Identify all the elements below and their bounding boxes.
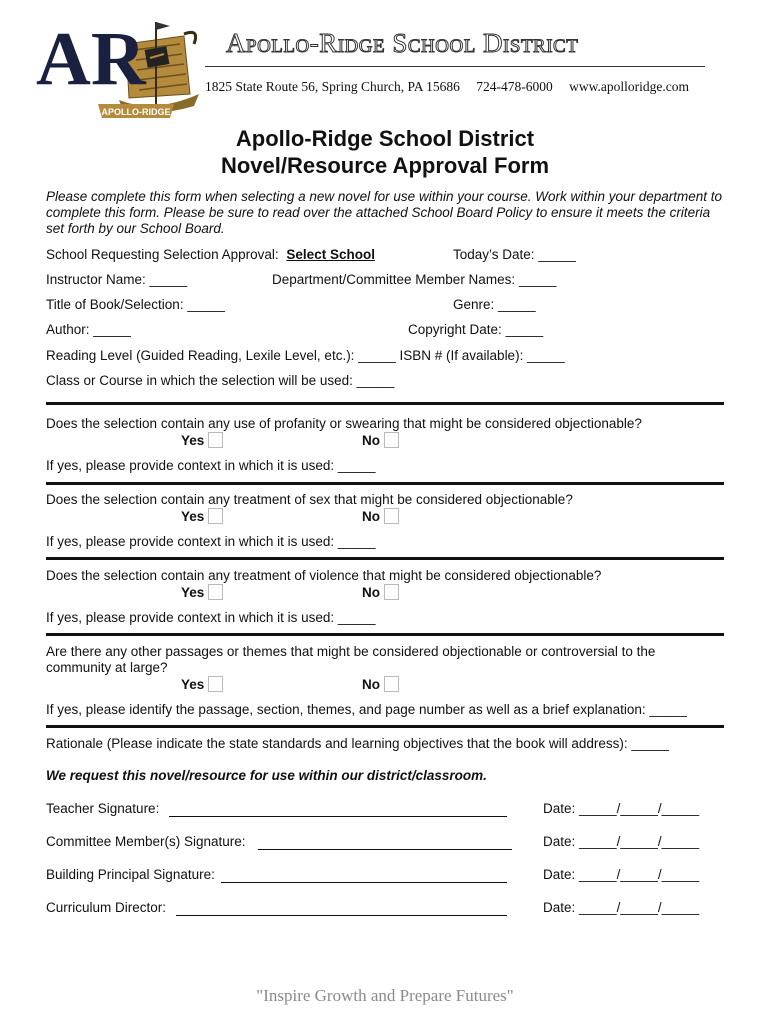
rationale-input[interactable]: _____	[631, 736, 669, 751]
no-label: No	[362, 585, 380, 600]
violence-context-input[interactable]: _____	[337, 610, 376, 625]
logo-caption: APOLLO-RIDGE	[101, 107, 171, 117]
author-input[interactable]: _____	[93, 322, 131, 337]
other-no	[362, 676, 399, 692]
profanity-yes	[181, 432, 223, 448]
footer-motto: "Inspire Growth and Prepare Futures"	[256, 986, 514, 1005]
isbn-label: ISBN # (If available):	[399, 348, 524, 363]
profanity-yes-checkbox[interactable]	[208, 432, 223, 448]
teacher-date	[543, 801, 699, 816]
school-label: School Requesting Selection Approval:	[46, 247, 279, 262]
genre-label: Genre:	[453, 297, 495, 312]
date-label: Date:	[543, 801, 576, 816]
section-divider	[46, 725, 724, 728]
committee-date-input[interactable]: _____/_____/_____	[579, 834, 700, 849]
profanity-context	[46, 458, 375, 473]
logo-letters: AR	[36, 17, 146, 101]
date-label: Today’s Date:	[453, 247, 535, 262]
principal-signature-label: Building Principal Signature:	[46, 867, 215, 882]
sex-no-checkbox[interactable]	[384, 508, 399, 524]
director-signature-line[interactable]	[176, 915, 507, 916]
author-label: Author:	[46, 322, 90, 337]
teacher-signature-label: Teacher Signature:	[46, 801, 160, 816]
yes-label: Yes	[181, 585, 205, 600]
request-statement: We request this novel/resource for use within our district/classroom.	[46, 768, 487, 783]
district-name: Apollo-Ridge School District	[226, 28, 579, 58]
director-date-input[interactable]: _____/_____/_____	[579, 900, 700, 915]
no-label: No	[362, 433, 380, 448]
other-context-label: If yes, please identify the passage, section, themes, and page number as well as a brief explanation:	[46, 702, 646, 717]
class-field	[46, 373, 394, 388]
book-title-label: Title of Book/Selection:	[46, 297, 184, 312]
date-input[interactable]: _____	[538, 247, 576, 262]
copyright-input[interactable]: _____	[505, 322, 544, 337]
rationale-field	[46, 736, 669, 751]
date-label: Date:	[543, 900, 576, 915]
no-label: No	[362, 677, 380, 692]
rationale-label: Rationale (Please indicate the state standards and learning objectives that the book will address):	[46, 736, 628, 751]
principal-date	[543, 867, 699, 882]
principal-signature-line[interactable]	[221, 882, 507, 883]
district-logo	[34, 14, 204, 122]
district-phone: 724-478-6000	[476, 79, 553, 94]
teacher-signature-line[interactable]	[169, 816, 507, 817]
genre-input[interactable]: _____	[498, 297, 536, 312]
date-label: Date:	[543, 834, 576, 849]
director-signature-label: Curriculum Director:	[46, 900, 167, 915]
class-input[interactable]: _____	[356, 373, 395, 388]
sex-context-label: If yes, please provide context in which it is used:	[46, 534, 335, 549]
violence-no	[362, 584, 399, 600]
instructor-field	[46, 272, 187, 287]
sex-yes	[181, 508, 223, 524]
instructor-label: Instructor Name:	[46, 272, 146, 287]
department-input[interactable]: _____	[518, 272, 557, 287]
committee-date	[543, 834, 699, 849]
profanity-context-input[interactable]: _____	[337, 458, 376, 473]
section-divider	[46, 482, 724, 485]
profanity-no-checkbox[interactable]	[384, 432, 399, 448]
section-divider	[46, 633, 724, 636]
question-violence: Does the selection contain any treatment of violence that might be considered objectionable?	[46, 568, 602, 583]
yes-label: Yes	[181, 509, 205, 524]
header-divider	[205, 66, 705, 67]
district-contact	[205, 79, 702, 95]
district-website[interactable]: www.apolloridge.com	[569, 79, 689, 94]
violence-context	[46, 610, 375, 625]
reading-level-input[interactable]: _____	[358, 348, 396, 363]
violence-yes	[181, 584, 223, 600]
other-context	[46, 702, 687, 717]
question-other-line2: community at large?	[46, 660, 168, 675]
form-title-line1: Apollo-Ridge School District	[235, 126, 535, 151]
instructor-input[interactable]: _____	[149, 272, 188, 287]
sex-context-input[interactable]: _____	[337, 534, 376, 549]
book-title-input[interactable]: _____	[187, 297, 225, 312]
form-title-line2: Novel/Resource Approval Form	[220, 153, 550, 178]
isbn-input[interactable]: _____	[527, 348, 565, 363]
date-field	[453, 247, 576, 262]
book-title-field	[46, 297, 225, 312]
no-label: No	[362, 509, 380, 524]
principal-date-input[interactable]: _____/_____/_____	[579, 867, 700, 882]
school-field	[46, 247, 375, 262]
other-yes-checkbox[interactable]	[208, 676, 223, 692]
other-context-input[interactable]: _____	[649, 702, 687, 717]
reading-level-label: Reading Level (Guided Reading, Lexile Level, etc.):	[46, 348, 355, 363]
district-address: 1825 State Route 56, Spring Church, PA 15686	[205, 79, 460, 94]
director-date	[543, 900, 699, 915]
committee-signature-line[interactable]	[258, 849, 512, 850]
other-yes	[181, 676, 223, 692]
section-divider	[46, 557, 724, 560]
form-instructions: Please complete this form when selecting a new novel for use within your course. Work within your department to complete this form. Please be sure to read over the attached School Board Policy to ensure it meets the criteria set forth by our School Board.	[46, 189, 723, 236]
copyright-label: Copyright Date:	[408, 322, 502, 337]
committee-signature-label: Committee Member(s) Signature:	[46, 834, 246, 849]
school-select[interactable]: Select School	[286, 247, 375, 262]
genre-field	[453, 297, 536, 312]
violence-yes-checkbox[interactable]	[208, 584, 223, 600]
teacher-date-input[interactable]: _____/_____/_____	[579, 801, 700, 816]
profanity-no	[362, 432, 399, 448]
date-label: Date:	[543, 867, 576, 882]
sex-no	[362, 508, 399, 524]
question-other-line1: Are there any other passages or themes that might be considered objectionable or controversial to the	[46, 644, 656, 659]
author-field	[46, 322, 131, 337]
violence-no-checkbox[interactable]	[384, 584, 399, 600]
violence-context-label: If yes, please provide context in which it is used:	[46, 610, 335, 625]
section-divider	[46, 402, 724, 405]
question-profanity: Does the selection contain any use of profanity or swearing that might be considered objectionable?	[46, 416, 642, 431]
yes-label: Yes	[181, 433, 205, 448]
copyright-field	[408, 322, 543, 337]
reading-level-field	[46, 348, 565, 363]
class-label: Class or Course in which the selection will be used:	[46, 373, 353, 388]
sex-context	[46, 534, 375, 549]
profanity-context-label: If yes, please provide context in which it is used:	[46, 458, 335, 473]
department-field	[272, 272, 556, 287]
question-sex: Does the selection contain any treatment of sex that might be considered objectionable?	[46, 492, 573, 507]
sex-yes-checkbox[interactable]	[208, 508, 223, 524]
department-label: Department/Committee Member Names:	[272, 272, 516, 287]
other-no-checkbox[interactable]	[384, 676, 399, 692]
yes-label: Yes	[181, 677, 205, 692]
